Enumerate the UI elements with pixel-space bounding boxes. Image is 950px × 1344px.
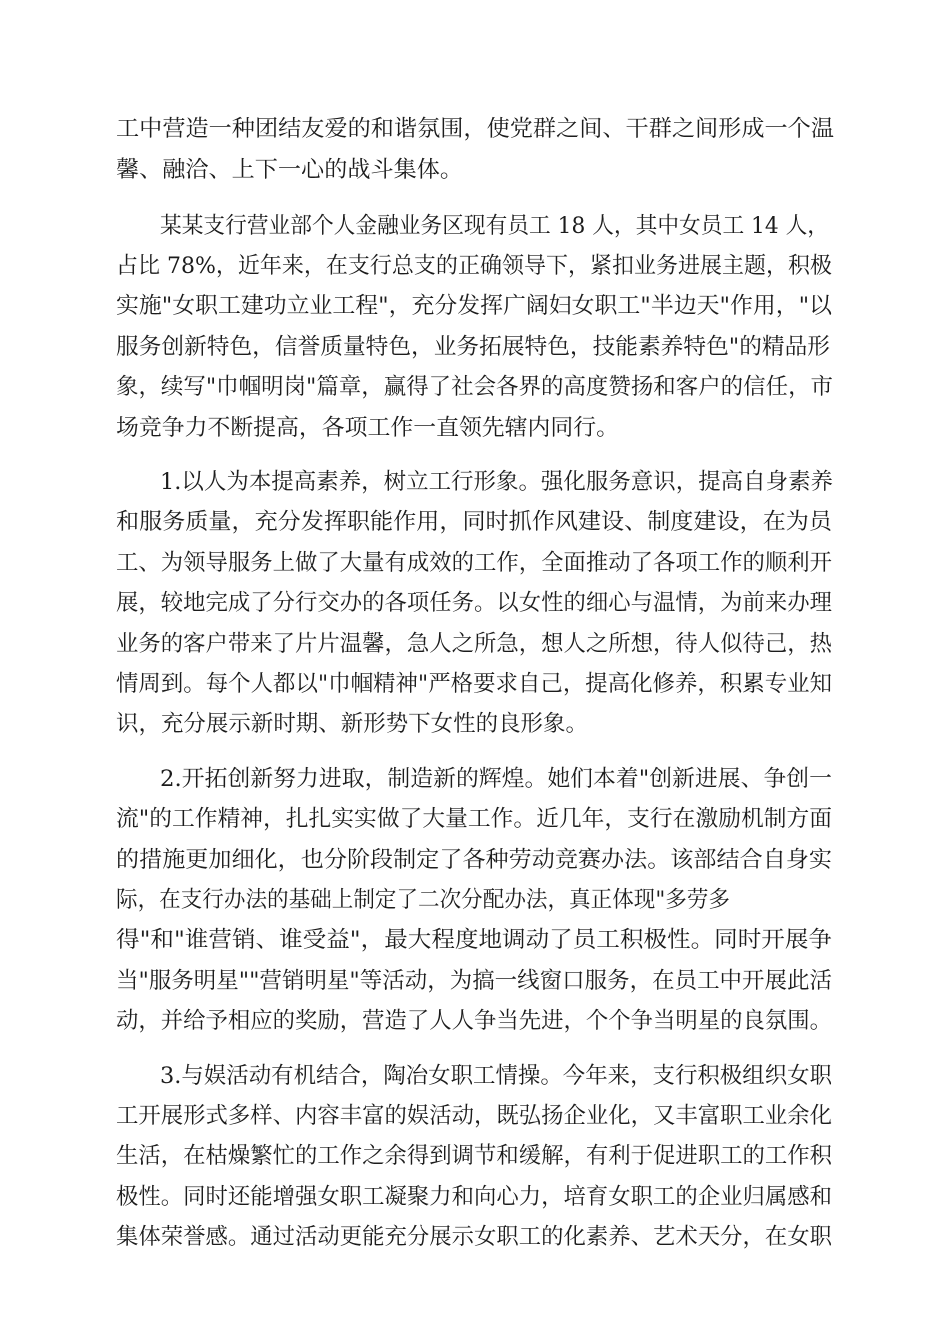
paragraph-line: 际，在支行办法的基础上制定了二次分配办法，真正体现"多劳多 (116, 887, 730, 913)
paragraph-line: 占比 78%，近年来，在支行总支的正确领导下，紧扣业务进展主题，积极 (116, 253, 832, 279)
paragraph-line: 当"服务明星""营销明星"等活动，为搞一线窗口服务，在员工中开展此活 (116, 968, 832, 994)
paragraph-line: 动，并给予相应的奖励，营造了人人争当先进，个个争当明星的良氛围。 (116, 1008, 832, 1034)
paragraph-line: 情周到。每个人都以"巾帼精神"严格要求自己，提高化修养，积累专业知 (116, 671, 832, 697)
paragraph-line: 3.与娱活动有机结合，陶冶女职工情操。今年来，支行积极组织女职 (160, 1063, 832, 1089)
paragraph-line: 和服务质量，充分发挥职能作用，同时抓作风建设、制度建设，在为员 (116, 509, 832, 535)
paragraph-line: 馨、融洽、上下一心的战斗集体。 (116, 157, 464, 183)
paragraph-line: 的措施更加细化，也分阶段制定了各种劳动竞赛办法。该部结合自身实 (116, 847, 832, 873)
paragraph-line: 流"的工作精神，扎扎实实做了大量工作。近几年，支行在激励机制方面 (116, 806, 832, 832)
paragraph-line: 生活，在枯燥繁忙的工作之余得到调节和缓解，有利于促进职工的工作积 (116, 1143, 832, 1169)
paragraph-line: 2.开拓创新努力进取，制造新的辉煌。她们本着"创新进展、争创一 (160, 766, 833, 792)
paragraph-line: 得"和"谁营销、谁受益"，最大程度地调动了员工积极性。同时开展争 (116, 927, 832, 953)
paragraph-line: 实施"女职工建功立业工程"，充分发挥广阔妇女职工"半边天"作用，"以 (116, 293, 832, 319)
paragraph-line: 业务的客户带来了片片温馨，急人之所急，想人之所想，待人似待己，热 (116, 631, 832, 657)
paragraph-line: 1.以人为本提高素养，树立工行形象。强化服务意识，提高自身素养 (160, 469, 833, 495)
paragraph-line: 服务创新特色，信誉质量特色，业务拓展特色，技能素养特色"的精品形 (116, 334, 831, 360)
paragraph-line: 工、为领导服务上做了大量有成效的工作，全面推动了各项工作的顺利开 (116, 550, 832, 576)
paragraph-line: 识，充分展示新时期、新形势下女性的良形象。 (116, 711, 588, 737)
paragraph-line: 极性。同时还能增强女职工凝聚力和向心力，培育女职工的企业归属感和 (116, 1184, 832, 1210)
paragraph-line: 某某支行营业部个人金融业务区现有员工 18 人，其中女员工 14 人， (160, 213, 829, 239)
paragraph-line: 展，较地完成了分行交办的各项任务。以女性的细心与温情，为前来办理 (116, 590, 832, 616)
paragraph-line: 工中营造一种团结友爱的和谐氛围，使党群之间、干群之间形成一个温 (116, 116, 834, 142)
paragraph-line: 工开展形式多样、内容丰富的娱活动，既弘扬企业化，又丰富职工业余化 (116, 1103, 832, 1129)
paragraph-line: 集体荣誉感。通过活动更能充分展示女职工的化素养、艺术天分，在女职 (116, 1224, 832, 1250)
paragraph-line: 场竞争力不断提高，各项工作一直领先辖内同行。 (116, 415, 619, 441)
paragraph-line: 象，续写"巾帼明岗"篇章，赢得了社会各界的高度赞扬和客户的信任，市 (116, 374, 833, 400)
